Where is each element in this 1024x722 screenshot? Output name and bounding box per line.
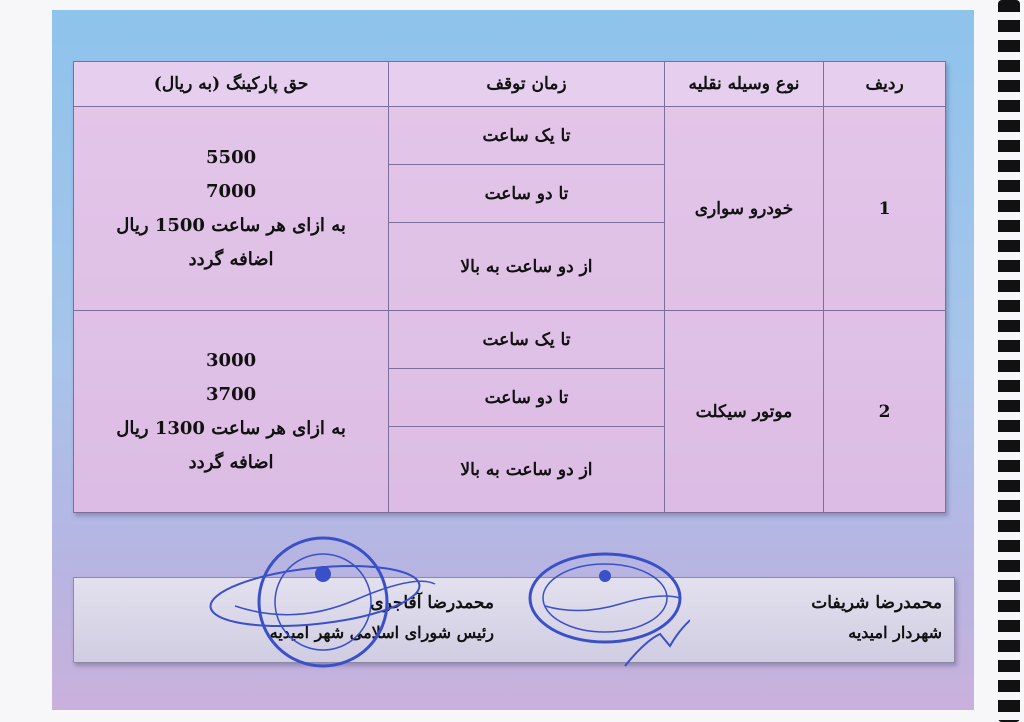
parking-fee-table (73, 61, 946, 513)
fee-line: به ازای هر ساعت 1500 ریال (116, 214, 346, 236)
fee-line: 7000 (206, 180, 257, 202)
fee-line: 3000 (206, 349, 257, 371)
header-fee: حق پارکینگ (به ریال) (74, 62, 389, 107)
fee-cell (74, 311, 389, 513)
table-header-row (74, 62, 946, 107)
duration-cell: از دو ساعت به بالا (389, 427, 665, 513)
mayor-name: محمدرضا شریفات (811, 593, 942, 613)
duration-cell: تا یک ساعت (389, 311, 665, 369)
mayor-title: شهردار امیدیه (848, 623, 942, 642)
council-head-name: محمدرضا آقاجری (370, 593, 494, 613)
row-number: 1 (824, 107, 946, 311)
vehicle-type-cell: خودرو سواری (664, 107, 823, 311)
mayor-signature-block (702, 588, 942, 648)
duration-cell: تا یک ساعت (389, 107, 665, 165)
fee-line: به ازای هر ساعت 1300 ریال (116, 417, 346, 439)
vehicle-type-cell: موتور سیکلت (664, 311, 823, 513)
duration-cell: تا دو ساعت (389, 369, 665, 427)
header-row-number: ردیف (824, 62, 946, 107)
council-head-title: رئیس شورای اسلامی شهر امیدیه (269, 623, 494, 642)
fee-line: اضافه گردد (188, 248, 274, 270)
spiral-binding (998, 0, 1020, 722)
row-number: 2 (824, 311, 946, 513)
fee-cell (74, 107, 389, 311)
table-row (74, 107, 946, 165)
fee-line: 5500 (206, 146, 257, 168)
table-row (74, 311, 946, 369)
header-vehicle-type: نوع وسیله نقلیه (664, 62, 823, 107)
fee-line: اضافه گردد (188, 451, 274, 473)
duration-cell: از دو ساعت به بالا (389, 223, 665, 311)
council-stamp-icon (205, 534, 440, 674)
duration-cell: تا دو ساعت (389, 165, 665, 223)
governorate-stamp-icon (520, 546, 690, 674)
fee-line: 3700 (206, 383, 257, 405)
header-duration: زمان توقف (389, 62, 665, 107)
